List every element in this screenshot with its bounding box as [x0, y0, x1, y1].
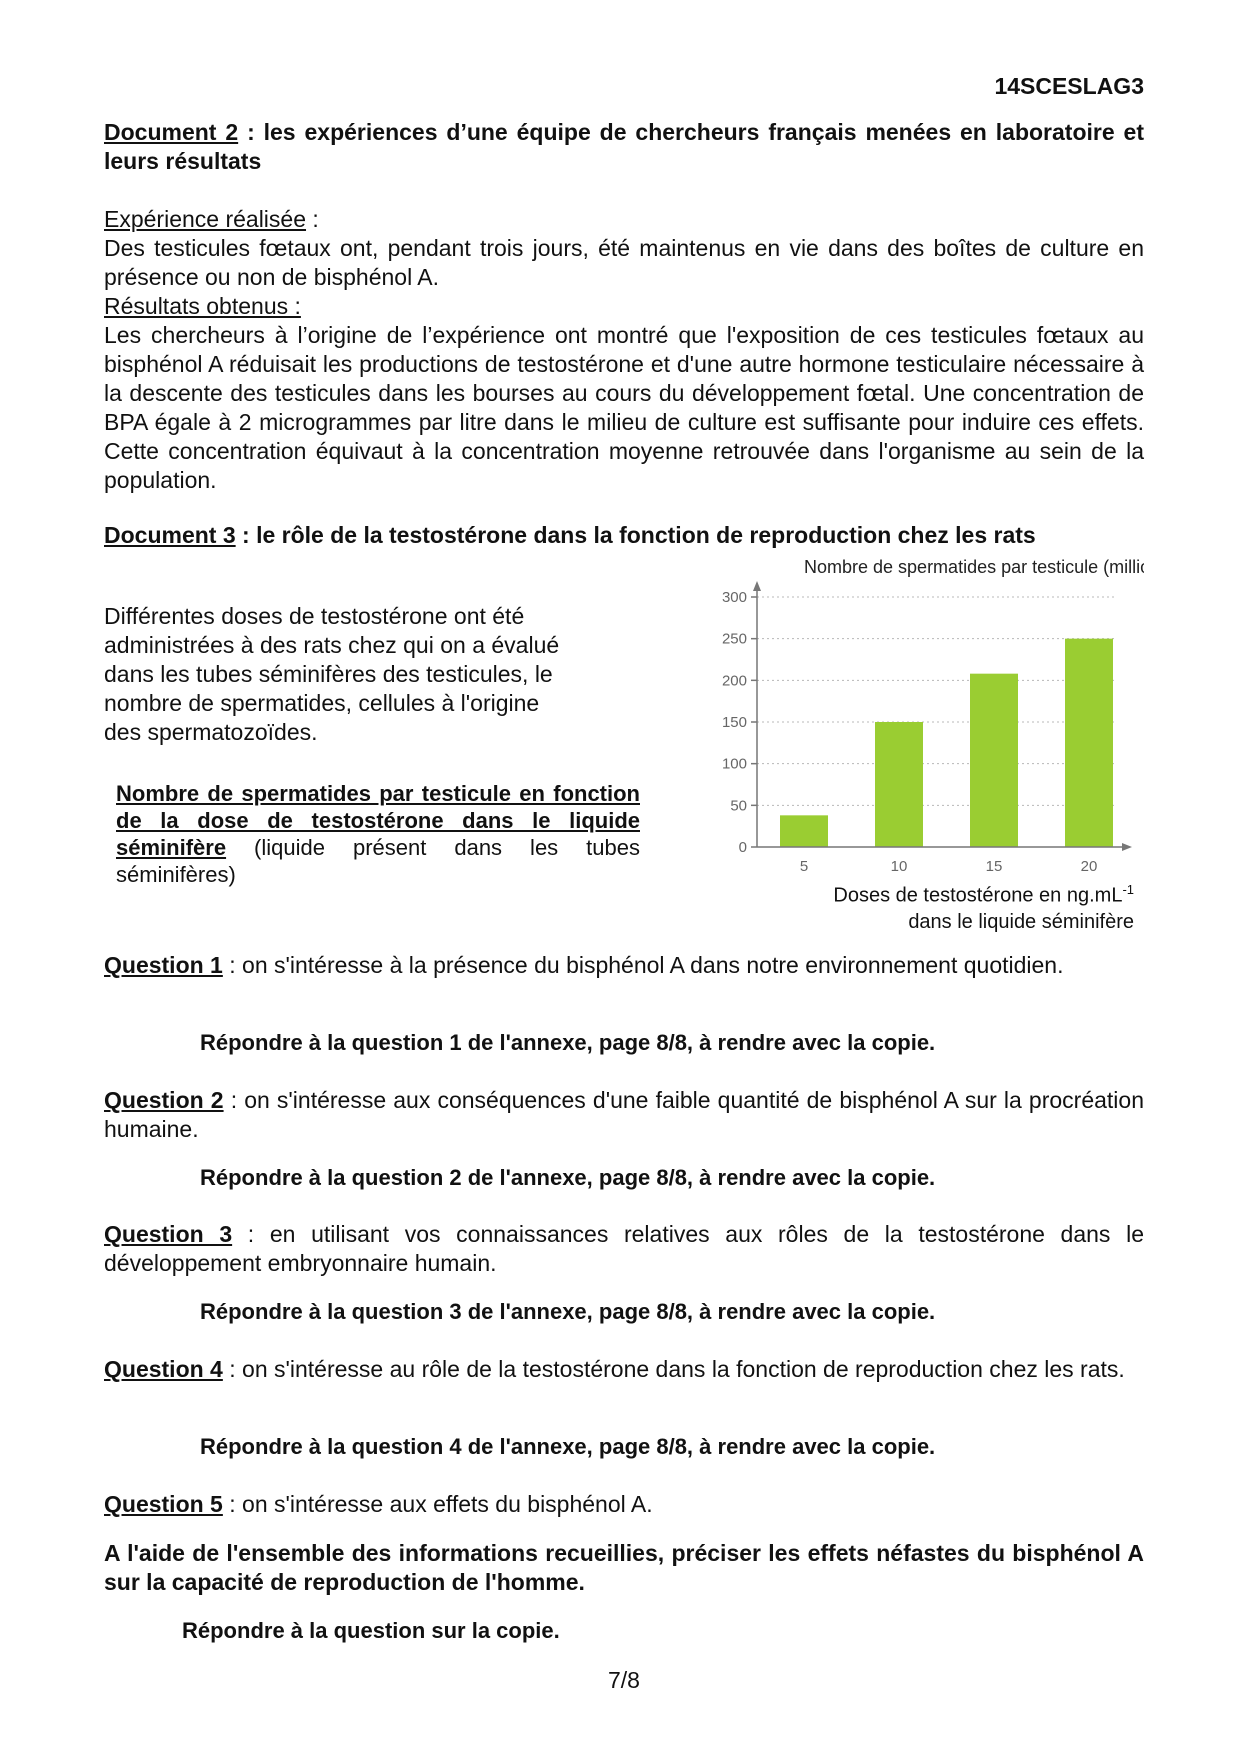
question-1-instruction: Répondre à la question 1 de l'annexe, page 8/8, à rendre avec la copie. [200, 1030, 936, 1055]
doc3-intro-line: dans les tubes séminifères des testicules, le [104, 661, 553, 687]
question-4-text: : on s'intéresse au rôle de la testostérone dans la fonction de reproduction chez les rats. [222, 1356, 1125, 1382]
chart-xlabel-text: Doses de testostérone en ng.mL [833, 884, 1123, 907]
bar-10 [875, 722, 923, 847]
doc2-results-heading: Résultats obtenus : [104, 293, 301, 319]
question-3-text: : en utilisant vos connaissances relatives aux rôles de la testostérone dans le développement embryonnaire humain. [104, 1221, 1144, 1276]
x-tick-label: 20 [1080, 858, 1098, 875]
y-tick-label: 100 [721, 755, 747, 773]
chart-x-arrow [1122, 843, 1132, 851]
bar-5 [780, 815, 828, 847]
chart-bars [780, 639, 1113, 847]
question-2 [104, 1086, 1144, 1144]
x-tick-label: 10 [890, 858, 908, 875]
question-4-instruction: Répondre à la question 4 de l'annexe, page 8/8, à rendre avec la copie. [200, 1434, 936, 1459]
question-5-task: A l'aide de l'ensemble des informations recueillies, préciser les effets néfastes du bisphénol A sur la capacité de reproduction de l'homme. [104, 1540, 1144, 1595]
question-5 [104, 1490, 1144, 1519]
chart-xlabel-line1 [674, 877, 1134, 909]
bar-15 [970, 674, 1018, 847]
bar-chart-svg [674, 552, 1144, 932]
chart-y-arrow [753, 581, 761, 591]
doc3-intro-line: des spermatozoïdes. [104, 719, 318, 745]
chart-yticks [722, 589, 757, 856]
chart-xlabel-sup: -1 [1122, 882, 1134, 897]
bar-chart [674, 552, 1144, 932]
question-2-text: : on s'intéresse aux conséquences d'une faible quantité de bisphénol A sur la procréation humaine. [104, 1087, 1145, 1142]
doc2-experiment-text: Des testicules fœtaux ont, pendant trois jours, été maintenus en vie dans des boîtes de culture en présence ou non de bisphénol A. [104, 235, 1144, 290]
x-tick-label: 15 [985, 858, 1003, 875]
x-tick-label: 5 [799, 858, 809, 875]
question-1-label: Question 1 [104, 952, 223, 978]
y-tick-label: 250 [721, 630, 747, 648]
question-5-instruction: Répondre à la question sur la copie. [182, 1618, 560, 1643]
doc2-experiment-colon: : [306, 206, 319, 232]
doc2-title-label: Document 2 [104, 119, 239, 145]
question-5-text: : on s'intéresse aux effets du bisphénol A. [222, 1491, 653, 1517]
doc2-results-text: Les chercheurs à l’origine de l’expérience ont montré que l'exposition de ces testicules fœtaux au bisphénol A réduisait les productions de testostérone et d'une autre hormone testiculaire nécessaire à la descente des testicules dans les bourses au cours du développement fœtal. Une concentration de BPA égale à 2 microgrammes par litre dans le milieu de culture est suffisante pour induire ces effets. Cette concentration équivaut à la concentration moyenne retrouvée dans l'organisme au sein de la population. [104, 322, 1144, 493]
question-4-label: Question 4 [104, 1356, 223, 1382]
doc2-experiment-heading [104, 205, 1144, 234]
chart-grid [757, 597, 1114, 805]
question-3-label: Question 3 [104, 1221, 233, 1247]
chart-xlabel-line2: dans le liquide séminifère [908, 910, 1134, 933]
y-tick-label: 300 [721, 589, 747, 606]
doc3-title-text: : le rôle de la testostérone dans la fonction de reproduction chez les rats [235, 522, 1036, 548]
question-4 [104, 1355, 1144, 1384]
question-5-label: Question 5 [104, 1491, 223, 1517]
question-2-label: Question 2 [104, 1087, 224, 1113]
doc3-intro-line: nombre de spermatides, cellules à l'origine [104, 690, 540, 716]
doc3-intro-line: Différentes doses de testostérone ont été [104, 603, 525, 629]
chart-xlabel [674, 877, 1134, 935]
question-1-text: : on s'intéresse à la présence du bisphénol A dans notre environnement quotidien. [222, 952, 1064, 978]
question-3 [104, 1220, 1144, 1278]
doc2-title [104, 118, 1144, 176]
y-tick-label: 200 [721, 672, 747, 690]
y-tick-label: 150 [721, 714, 747, 731]
chart-caption-note: (liquide présent dans les tubes séminifères) [116, 835, 640, 887]
bar-20 [1065, 639, 1113, 847]
chart-caption-title: Nombre de spermatides par testicule en fonction de la dose de testostérone dans le liquide séminifère [116, 781, 640, 860]
page-number: 7/8 [608, 1667, 640, 1693]
doc3-intro-line: administrées à des rats chez qui on a évalué [104, 632, 560, 658]
doc3-title-label: Document 3 [104, 522, 236, 548]
doc2-title-text: : les expériences d’une équipe de chercheurs français menées en laboratoire et leurs résultats [104, 119, 1144, 174]
y-tick-label: 50 [730, 797, 747, 815]
chart-caption [116, 780, 640, 888]
y-tick-label: 0 [738, 839, 747, 856]
chart-xticks [800, 858, 1098, 875]
exam-reference: 14SCESLAG3 [994, 73, 1144, 99]
doc3-title [104, 521, 1144, 550]
question-3-instruction: Répondre à la question 3 de l'annexe, page 8/8, à rendre avec la copie. [200, 1299, 936, 1324]
chart-ylabel: Nombre de spermatides par testicule (millions) [804, 557, 1144, 577]
question-2-instruction: Répondre à la question 2 de l'annexe, page 8/8, à rendre avec la copie. [200, 1165, 936, 1190]
doc3-intro [104, 602, 624, 747]
question-1 [104, 951, 1144, 980]
document-page [104, 0, 1144, 1754]
doc2-experiment-label: Expérience réalisée [104, 206, 307, 232]
